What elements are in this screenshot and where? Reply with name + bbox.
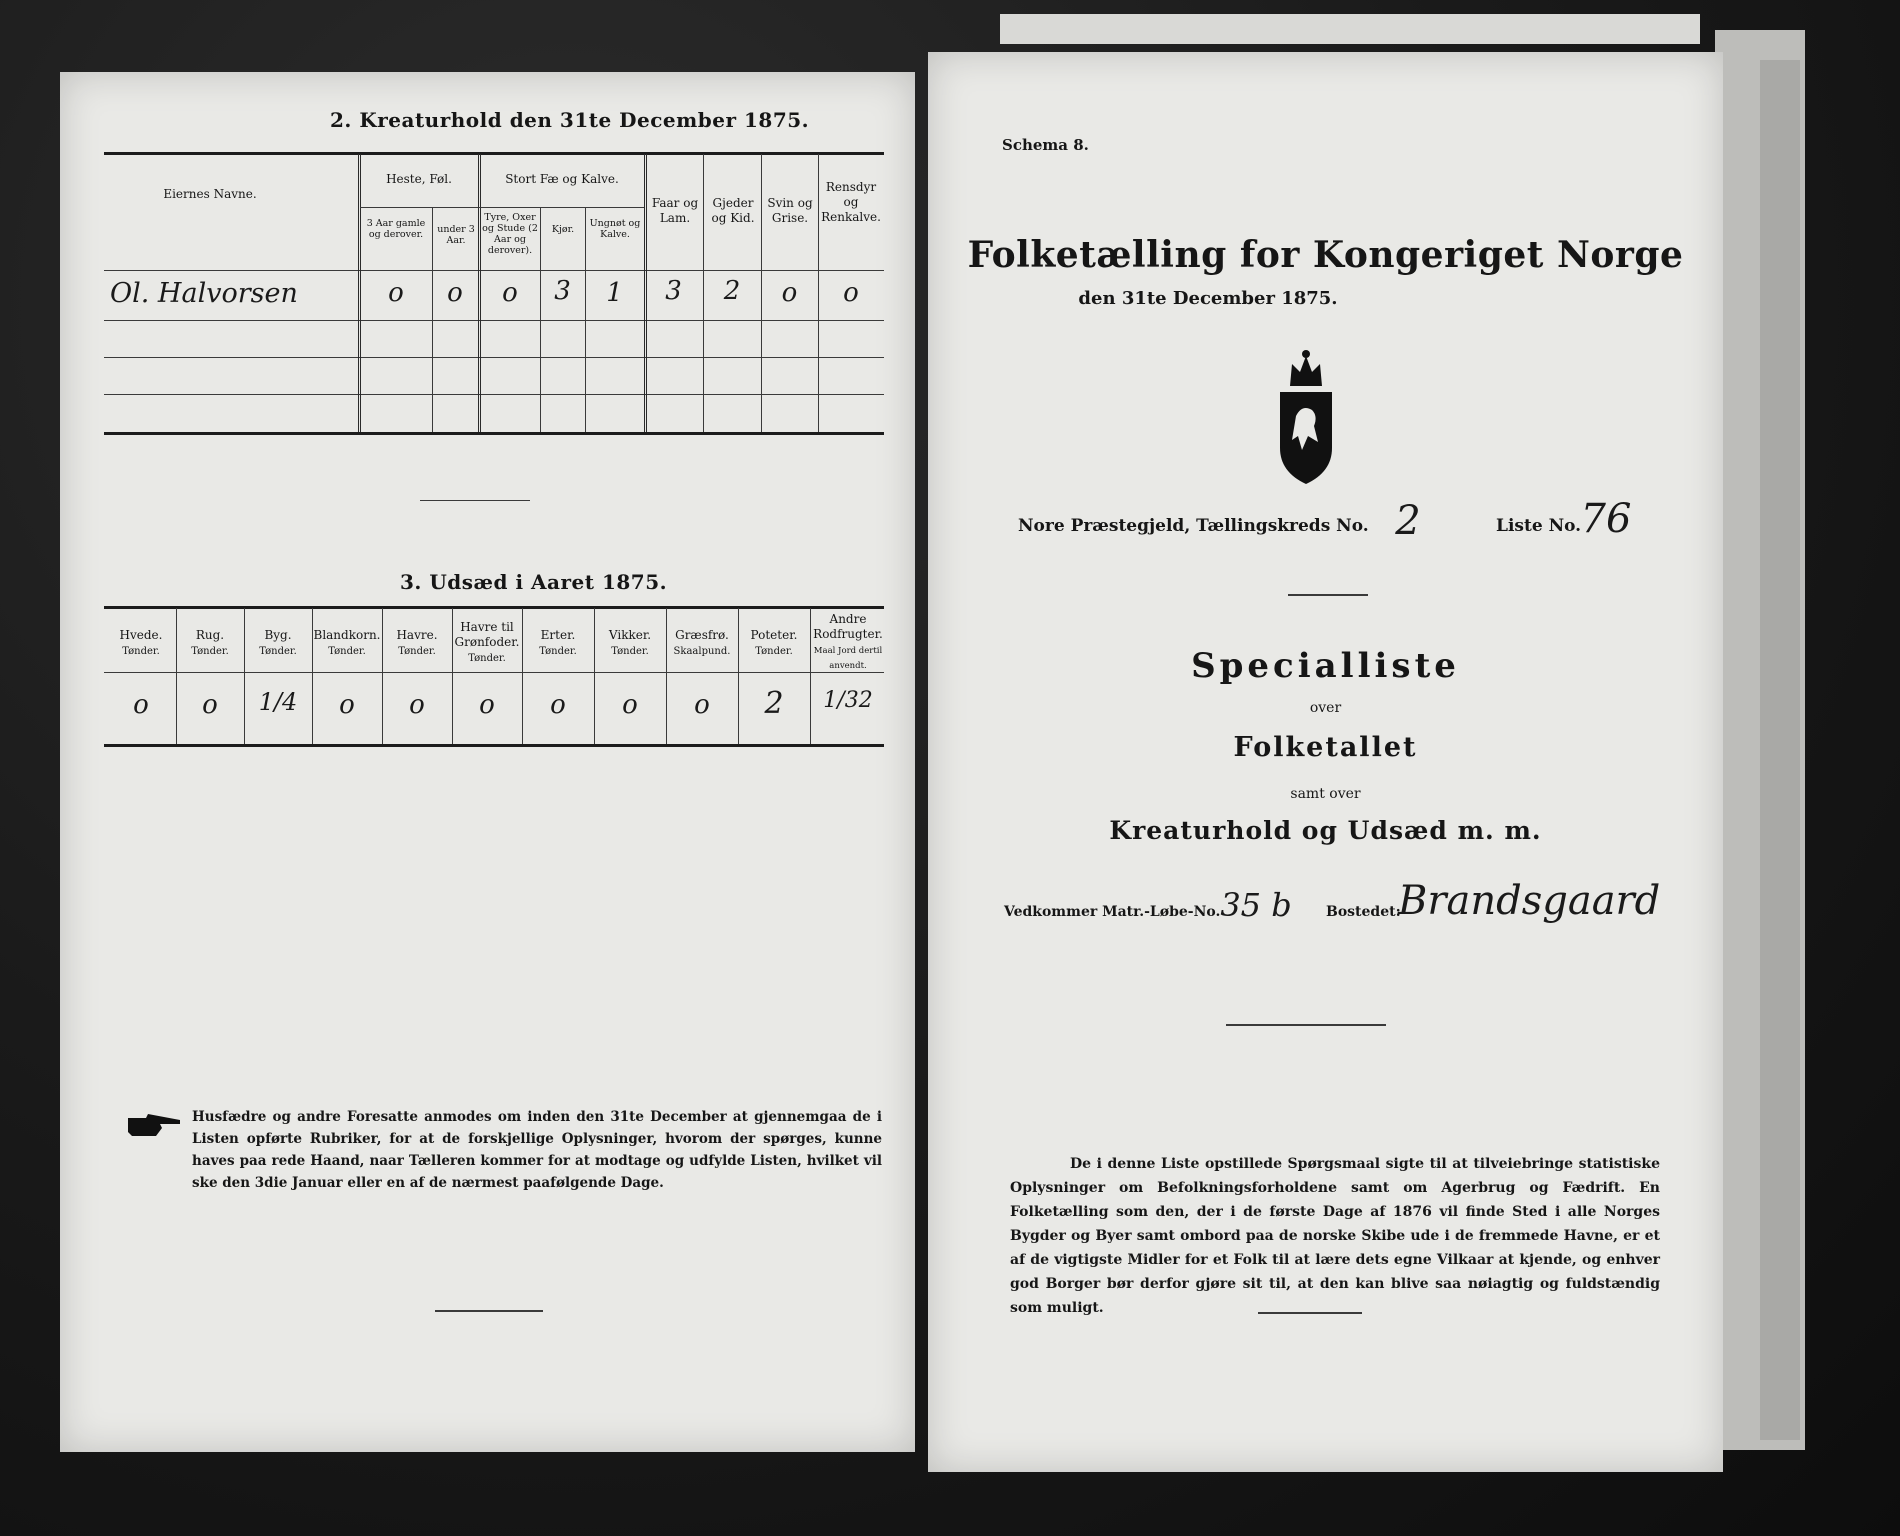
value-graesfro: o — [694, 690, 710, 720]
header-stort-tyre: Tyre, Oxer og Stude (2 Aar og derover). — [482, 212, 538, 256]
table3-bottom-rule — [104, 744, 884, 747]
main-title: Folketælling for Kongeriget Norge — [967, 234, 1684, 276]
header-erter: Erter. Tønder. — [539, 628, 577, 657]
header-rensdyr: Rensdyr og Renkalve. — [821, 180, 881, 224]
page-stack-edge-2 — [1760, 60, 1800, 1440]
header-heste-young: under 3 Aar. — [437, 224, 475, 246]
underlying-page-edge — [1000, 14, 1700, 44]
table2-row-rule-3 — [104, 394, 884, 395]
matr-value: 35 b — [1220, 886, 1292, 924]
liste-value: 76 — [1580, 496, 1632, 542]
value-stort-kjor: 3 — [554, 276, 571, 306]
table2-col-sep — [540, 207, 541, 432]
value-gjeder: 2 — [723, 276, 741, 306]
value-stort-tyre: o — [502, 278, 518, 308]
value-havre: o — [409, 690, 425, 720]
header-stort-ungnot: Ungnøt og Kalve. — [589, 218, 641, 240]
header-blandkorn: Blandkorn. Tønder. — [313, 628, 381, 657]
value-blandkorn: o — [339, 690, 355, 720]
right-page — [928, 52, 1723, 1472]
over-1: over — [1309, 700, 1342, 716]
table2-top-rule — [104, 152, 884, 155]
header-byg: Byg. Tønder. — [259, 628, 297, 657]
value-poteter: 2 — [764, 686, 784, 721]
value-heste-old: o — [388, 278, 404, 308]
table3-header-rule — [104, 672, 884, 673]
table2-row-rule-2 — [104, 357, 884, 358]
section3-heading: 3. Udsæd i Aaret 1875. — [400, 570, 668, 594]
parish-label: Nore Præstegjeld, Tællingskreds No. — [1018, 516, 1369, 536]
header-andre-rodfrugter: Andre Rodfrugter. Maal Jord dertil anvendt. — [813, 612, 883, 671]
header-gjeder: Gjeder og Kid. — [711, 196, 755, 225]
divider-short — [1288, 594, 1368, 596]
value-hvede: o — [133, 690, 149, 720]
value-vikker: o — [622, 690, 638, 720]
samt-over: samt over — [1290, 786, 1361, 802]
value-byg: 1/4 — [258, 688, 298, 716]
section2-heading: 2. Kreaturhold den 31te December 1875. — [330, 108, 810, 132]
bosted-label: Bostedet: — [1326, 904, 1401, 920]
header-stort-kjor: Kjør. — [551, 224, 575, 235]
footer-divider — [435, 1310, 543, 1312]
value-stort-ungnot: 1 — [606, 278, 623, 308]
owner-name: Ol. Halvorsen — [110, 278, 298, 309]
header-heste-group: Heste, Føl. — [386, 172, 452, 186]
instruction-note: Husfædre og andre Foresatte anmodes om inden den 31te December at gjennemgaa de i Listen opførte Rubriker, for at de forskjellige Oplysninger, hvorom der spørges, kunne haves paa rede Haand, naar Tælleren kommer for at modtage og udfylde Listen, hvilket vil ske den 3die Januar eller en af de nærmest paafølgende Dage. — [192, 1109, 882, 1191]
table2-col-sep — [585, 207, 586, 432]
value-andre-rodfrugter: 1/32 — [823, 688, 873, 713]
header-havre: Havre. Tønder. — [396, 628, 438, 657]
subtitle-date: den 31te December 1875. — [1078, 288, 1338, 309]
kreds-value: 2 — [1395, 498, 1421, 544]
footer-paragraph: De i denne Liste opstillede Spørgsmaal sigte til at tilveiebringe statistiske Oplysninger om Befolkningsforholdene samt om Agerbrug og Fædrift. En Folketælling som den, der i de første Dage af 1876 vil finde Sted i alle Norges Bygder og Byer samt ombord paa de norske Skibe ude i de fremmede Havne, er et af de vigtigste Midler for et Folk til at lære dets egne Vilkaar at kjende, og enhver god Borger bør derfor gjøre sit til, at den kan blive saa nøiagtig og fuldstændig som muligt. — [1010, 1156, 1660, 1316]
header-svin: Svin og Grise. — [767, 196, 813, 225]
kreaturhold-title: Kreaturhold og Udsæd m. m. — [1109, 816, 1542, 845]
bosted-value: Brandsgaard — [1398, 878, 1661, 924]
specialliste-title: Specialliste — [1191, 646, 1460, 686]
header-havre-gronfoder: Havre til Grønfoder. Tønder. — [454, 620, 520, 664]
divider-middle — [1226, 1024, 1386, 1026]
left-page — [60, 72, 915, 1452]
liste-label: Liste No. — [1496, 516, 1582, 536]
header-faar: Faar og Lam. — [651, 196, 699, 225]
value-faar: 3 — [665, 276, 682, 306]
norwegian-coat-of-arms-icon — [1268, 346, 1344, 486]
table2-group-rule — [360, 207, 644, 208]
value-rug: o — [202, 690, 218, 720]
value-svin: o — [781, 278, 798, 308]
header-vikker: Vikker. Tønder. — [608, 628, 652, 657]
divider-bottom — [1258, 1312, 1362, 1314]
table2-header-rule — [104, 270, 884, 271]
pointing-hand-icon — [126, 1112, 182, 1138]
value-heste-young: o — [447, 278, 463, 308]
header-rug: Rug. Tønder. — [191, 628, 229, 657]
header-owner: Eiernes Navne. — [163, 187, 257, 201]
schema-label: Schema 8. — [1002, 136, 1089, 154]
header-graesfro: Græsfrø. Skaalpund. — [673, 628, 731, 657]
section-divider — [420, 500, 530, 501]
header-stort-group: Stort Fæ og Kalve. — [505, 172, 619, 186]
table2-bottom-rule — [104, 432, 884, 435]
table3-top-rule — [104, 606, 884, 609]
header-poteter: Poteter. Tønder. — [750, 628, 798, 657]
header-hvede: Hvede. Tønder. — [119, 628, 163, 657]
header-heste-old: 3 Aar gamle og derover. — [366, 218, 426, 240]
matr-label: Vedkommer Matr.-Løbe-No. — [1004, 904, 1221, 920]
value-erter: o — [550, 690, 566, 720]
table2-row-rule-1 — [104, 320, 884, 321]
value-rensdyr: o — [843, 278, 859, 308]
table2-col-sep — [432, 207, 433, 432]
folketallet-title: Folketallet — [1233, 732, 1418, 763]
value-havre-gronfoder: o — [479, 690, 495, 720]
